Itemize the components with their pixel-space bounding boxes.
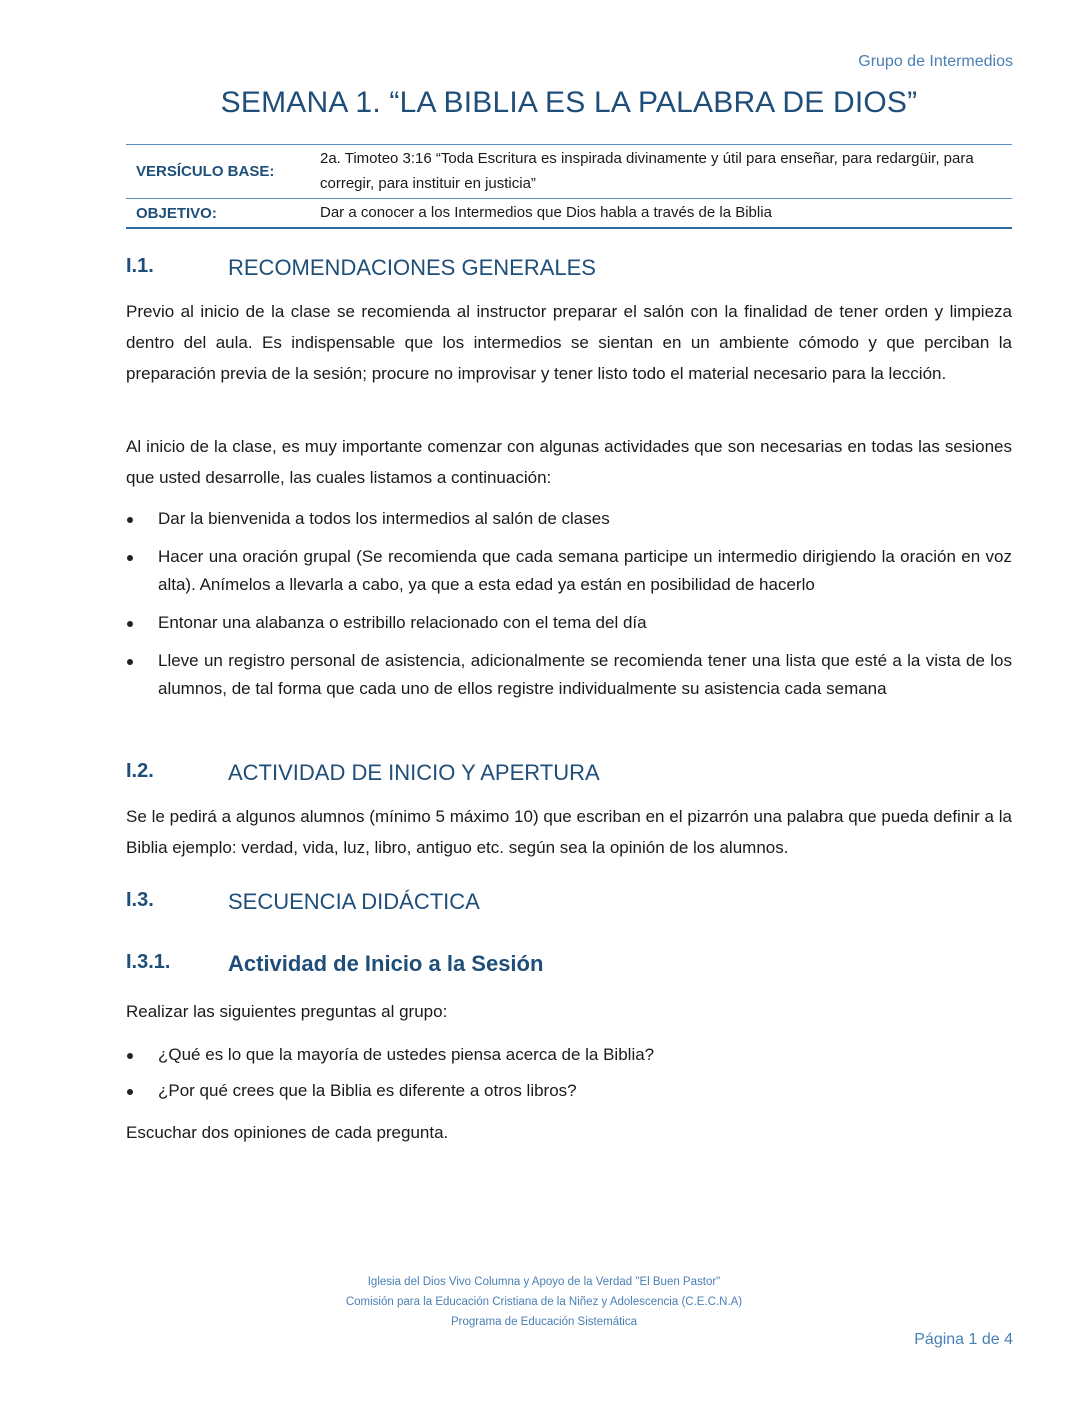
header-group-name: Grupo de Intermedios — [858, 53, 1013, 70]
section-title: SECUENCIA DIDÁCTICA — [228, 889, 480, 914]
section-heading-3 — [126, 889, 480, 915]
footer-line-1: Iglesia del Dios Vivo Columna y Apoyo de la Verdad "El Buen Pastor" — [367, 1276, 721, 1288]
bullet-list — [126, 505, 1012, 703]
info-table — [126, 144, 1012, 229]
list-item: ¿Qué es lo que la mayoría de ustedes piensa acerca de la Biblia? — [126, 1041, 1012, 1069]
page-title: SEMANA 1. “LA BIBLIA ES LA PALABRA DE DIOS” — [220, 86, 918, 119]
list-item: ¿Por qué crees que la Biblia es diferente a otros libros? — [126, 1077, 1012, 1105]
footer-line-2: Comisión para la Educación Cristiana de la Niñez y Adolescencia (C.E.C.N.A) — [345, 1296, 743, 1308]
paragraph: Escuchar dos opiniones de cada pregunta. — [126, 1123, 449, 1142]
objective-value: Dar a conocer a los Intermedios que Dios habla a través de la Biblia — [320, 204, 772, 221]
list-item: Entonar una alabanza o estribillo relacionado con el tema del día — [126, 609, 1012, 637]
section-number: I.2. — [126, 760, 154, 782]
section-heading-1 — [126, 255, 596, 281]
footer-line-3: Programa de Educación Sistemática — [450, 1316, 637, 1328]
paragraph: Previo al inicio de la clase se recomienda al instructor preparar el salón con la finalidad de tener orden y limpieza dentro del aula. Es indispensable que los intermedios se sientan en un ambiente cómodo y que perciban la preparación previa de la sesión; procure no improvisar y tener listo todo el material necesario para la lección. — [126, 302, 1012, 383]
section-number: I.3.1. — [126, 951, 171, 973]
page-number: Página 1 de 4 — [914, 1331, 1013, 1348]
section-number: I.1. — [126, 255, 154, 277]
paragraph: Realizar las siguientes preguntas al grupo: — [126, 1002, 448, 1021]
bullet-icon — [127, 555, 133, 561]
bullet-list — [126, 1041, 1012, 1105]
paragraph: Se le pedirá a algunos alumnos (mínimo 5 máximo 10) que escriban en el pizarrón una palabra que pueda definir a la Biblia ejemplo: verdad, vida, luz, libro, antiguo etc. según sea la opinión de los alumnos. — [126, 807, 1012, 857]
bullet-icon — [127, 1053, 133, 1059]
section-number: I.3. — [126, 889, 154, 911]
verse-value: 2a. Timoteo 3:16 “Toda Escritura es inspirada divinamente y útil para enseñar, para redargüir, para corregir, para instituir en justicia” — [320, 150, 974, 192]
subsection-heading — [126, 951, 543, 977]
list-item: Hacer una oración grupal (Se recomienda que cada semana participe un intermedio dirigiendo la oración en voz alta). Anímelos a llevarla a cabo, ya que a esta edad ya están en posibilidad de hacerlo — [126, 543, 1012, 599]
bullet-icon — [127, 517, 133, 523]
bullet-icon — [127, 659, 133, 665]
objective-label: OBJETIVO: — [136, 204, 217, 222]
footer — [126, 1272, 962, 1332]
info-row-verse — [126, 145, 1012, 198]
section-title: Actividad de Inicio a la Sesión — [228, 951, 544, 976]
info-row-objective — [126, 198, 1012, 227]
bullet-icon — [127, 621, 133, 627]
paragraph: Al inicio de la clase, es muy importante comenzar con algunas actividades que son necesarias en todas las sesiones que usted desarrolle, las cuales listamos a continuación: — [126, 437, 1012, 487]
section-title: ACTIVIDAD DE INICIO Y APERTURA — [228, 760, 600, 785]
bullet-icon — [127, 1089, 133, 1095]
section-title: RECOMENDACIONES GENERALES — [228, 255, 596, 280]
verse-label: VERSÍCULO BASE: — [136, 163, 275, 180]
list-item: Dar la bienvenida a todos los intermedios al salón de clases — [126, 505, 1012, 533]
list-item: Lleve un registro personal de asistencia, adicionalmente se recomienda tener una lista que esté a la vista de los alumnos, de tal forma que cada uno de ellos registre individualmente su asistencia cada semana — [126, 647, 1012, 703]
section-heading-2 — [126, 760, 600, 786]
